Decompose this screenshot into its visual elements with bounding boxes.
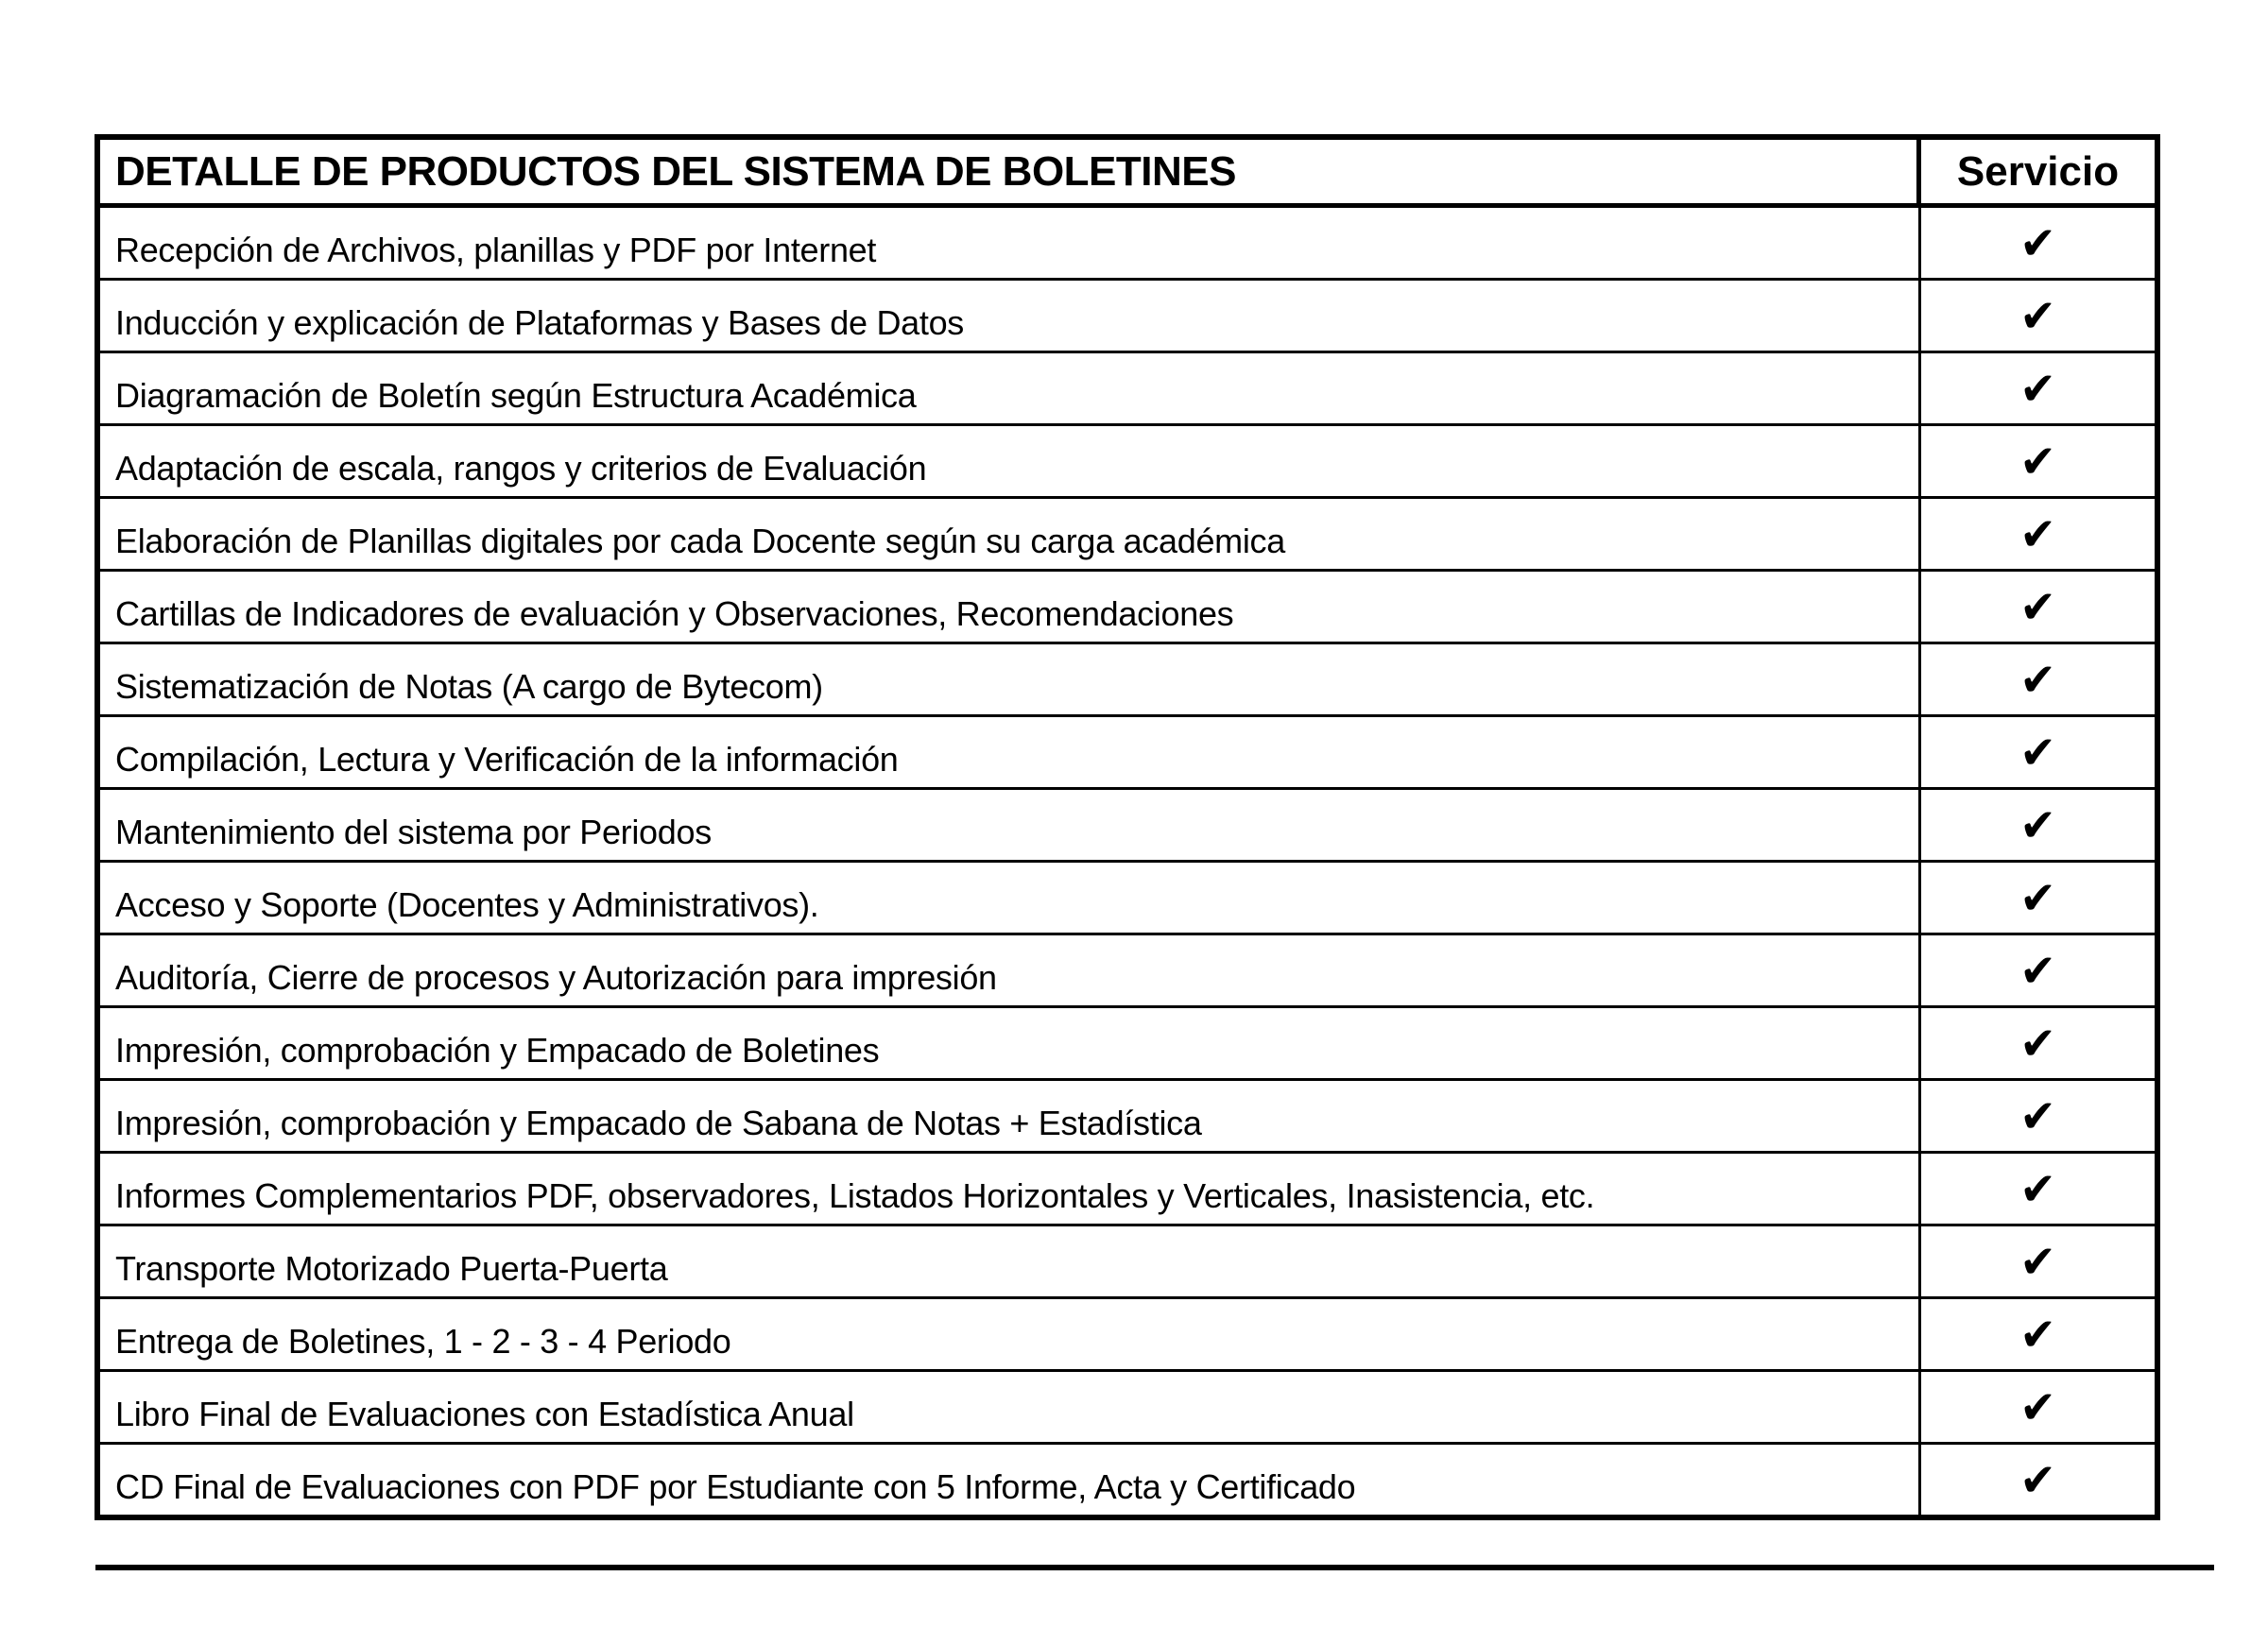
row-label: Transporte Motorizado Puerta-Puerta [100, 1226, 1921, 1296]
table-row [100, 1372, 2155, 1445]
service-cell [1921, 1226, 2155, 1296]
service-cell [1921, 1372, 2155, 1442]
checkmark-icon: ✔ [2019, 725, 2056, 780]
row-label: Diagramación de Boletín según Estructura Académica [100, 353, 1921, 423]
checkmark-icon: ✔ [2019, 288, 2056, 343]
table-row [100, 281, 2155, 353]
service-cell [1921, 281, 2155, 351]
service-cell [1921, 426, 2155, 496]
service-cell [1921, 499, 2155, 569]
checkmark-icon: ✔ [2019, 215, 2056, 270]
checkmark-icon: ✔ [2019, 652, 2056, 707]
checkmark-icon: ✔ [2019, 943, 2056, 998]
checkmark-icon: ✔ [2019, 1452, 2056, 1507]
table-row [100, 572, 2155, 644]
table-row [100, 1226, 2155, 1299]
service-cell [1921, 863, 2155, 933]
table-row [100, 1154, 2155, 1226]
service-cell [1921, 1081, 2155, 1151]
row-label: Cartillas de Indicadores de evaluación y Observaciones, Recomendaciones [100, 572, 1921, 642]
checkmark-icon: ✔ [2019, 1307, 2056, 1362]
service-cell [1921, 644, 2155, 714]
service-cell [1921, 208, 2155, 278]
checkmark-icon: ✔ [2019, 361, 2056, 416]
table-row [100, 1008, 2155, 1081]
table-row [100, 208, 2155, 281]
row-label: Sistematización de Notas (A cargo de Bytecom) [100, 644, 1921, 714]
row-label: Libro Final de Evaluaciones con Estadística Anual [100, 1372, 1921, 1442]
bottom-rule-line [95, 1565, 2214, 1570]
row-label: Informes Complementarios PDF, observadores, Listados Horizontales y Verticales, Inasistencia, etc. [100, 1154, 1921, 1224]
table-body [100, 208, 2155, 1515]
table-row [100, 353, 2155, 426]
table-row [100, 717, 2155, 790]
row-label: Mantenimiento del sistema por Periodos [100, 790, 1921, 860]
row-label: Recepción de Archivos, planillas y PDF por Internet [100, 208, 1921, 278]
table-row [100, 426, 2155, 499]
service-cell [1921, 717, 2155, 787]
table-row [100, 644, 2155, 717]
service-column-header: Servicio [1956, 147, 2120, 195]
service-cell [1921, 935, 2155, 1005]
table-row [100, 1299, 2155, 1372]
checkmark-icon: ✔ [2019, 1088, 2056, 1143]
checkmark-icon: ✔ [2019, 1161, 2056, 1216]
row-label: Acceso y Soporte (Docentes y Administrativos). [100, 863, 1921, 933]
checkmark-icon: ✔ [2019, 1379, 2056, 1434]
table-row [100, 1445, 2155, 1515]
table-title: DETALLE DE PRODUCTOS DEL SISTEMA DE BOLETINES [100, 140, 1921, 203]
row-label: Elaboración de Planillas digitales por cada Docente según su carga académica [100, 499, 1921, 569]
table-row [100, 790, 2155, 863]
checkmark-icon: ✔ [2019, 579, 2056, 634]
row-label: Adaptación de escala, rangos y criterios de Evaluación [100, 426, 1921, 496]
row-label: Impresión, comprobación y Empacado de Boletines [100, 1008, 1921, 1078]
service-cell [1921, 1445, 2155, 1515]
row-label: Entrega de Boletines, 1 - 2 - 3 - 4 Periodo [100, 1299, 1921, 1369]
row-label: Impresión, comprobación y Empacado de Sabana de Notas + Estadística [100, 1081, 1921, 1151]
checkmark-icon: ✔ [2019, 1234, 2056, 1289]
service-cell [1921, 1008, 2155, 1078]
checkmark-icon: ✔ [2019, 434, 2056, 488]
checkmark-icon: ✔ [2019, 870, 2056, 925]
table-row [100, 935, 2155, 1008]
row-label: Inducción y explicación de Plataformas y Bases de Datos [100, 281, 1921, 351]
row-label: Compilación, Lectura y Verificación de la información [100, 717, 1921, 787]
service-cell [1921, 572, 2155, 642]
service-cell [1921, 353, 2155, 423]
service-cell [1921, 790, 2155, 860]
table-row [100, 499, 2155, 572]
products-table [94, 134, 2160, 1520]
row-label: Auditoría, Cierre de procesos y Autorización para impresión [100, 935, 1921, 1005]
checkmark-icon: ✔ [2019, 1016, 2056, 1071]
service-cell [1921, 1299, 2155, 1369]
checkmark-icon: ✔ [2019, 797, 2056, 852]
row-label: CD Final de Evaluaciones con PDF por Estudiante con 5 Informe, Acta y Certificado [100, 1445, 1921, 1515]
service-cell [1921, 1154, 2155, 1224]
table-header-row [100, 140, 2155, 208]
checkmark-icon: ✔ [2019, 506, 2056, 561]
table-row [100, 1081, 2155, 1154]
table-row [100, 863, 2155, 935]
